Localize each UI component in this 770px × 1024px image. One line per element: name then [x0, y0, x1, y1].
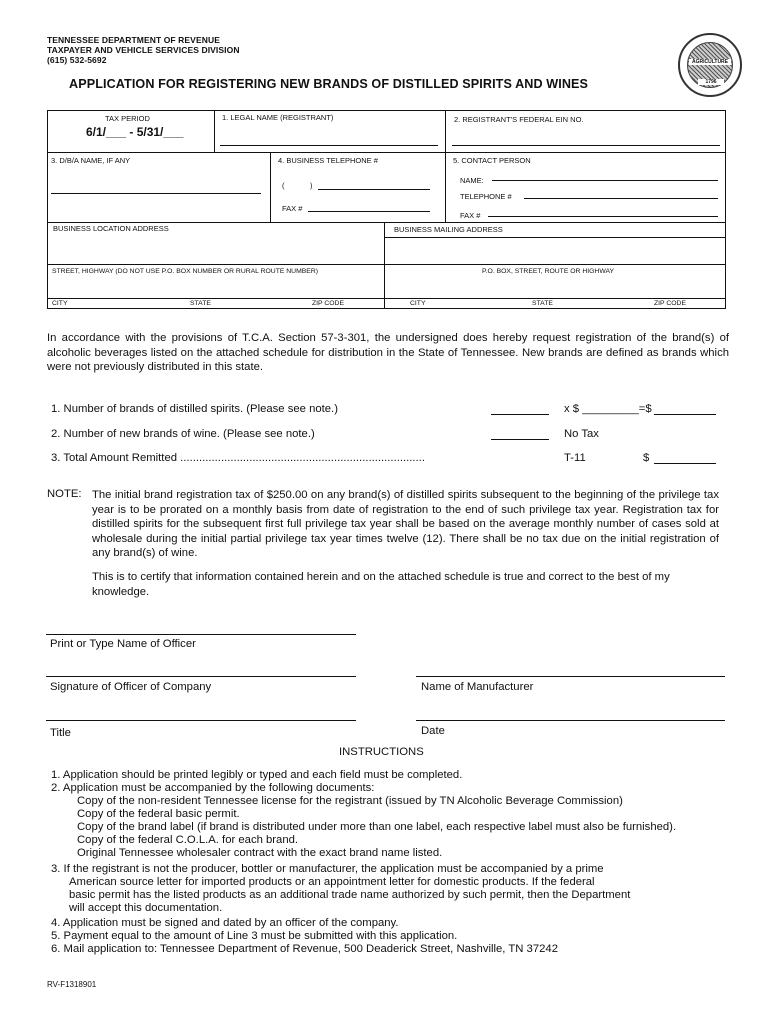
seal-label: AGRICULTURE	[689, 59, 731, 65]
ein-label: 2. REGISTRANT'S FEDERAL EIN NO.	[454, 115, 584, 124]
phone-paren-open: (	[282, 181, 285, 190]
instruction-line: 3. If the registrant is not the producer, bottler or manufacturer, the application must be accompanied by a prime	[51, 863, 604, 875]
line-1-calc: x $ _________=$	[564, 403, 652, 415]
title-label: Title	[50, 727, 71, 739]
fax-label: FAX #	[282, 204, 303, 213]
signature-label: Signature of Officer of Company	[50, 681, 212, 693]
contact-name-label: NAME:	[460, 176, 484, 185]
location-address-label: BUSINESS LOCATION ADDRESS	[53, 224, 169, 233]
line-1-count-field[interactable]	[491, 414, 549, 415]
legal-name-label: 1. LEGAL NAME (REGISTRANT)	[222, 113, 334, 122]
phone-paren-close: )	[310, 181, 313, 190]
contact-phone-label: TELEPHONE #	[460, 192, 512, 201]
signature-field[interactable]	[46, 676, 356, 677]
contact-fax-field[interactable]	[488, 216, 718, 217]
instruction-line: basic permit has the listed products as an additional trade name authorized by such permit, then the Department	[69, 889, 631, 901]
phone-field[interactable]	[318, 189, 430, 190]
agency-name: TENNESSEE DEPARTMENT OF REVENUE	[47, 35, 220, 45]
instructions-heading: INSTRUCTIONS	[339, 746, 424, 758]
location-state-label: STATE	[190, 300, 211, 307]
legal-name-field[interactable]	[220, 145, 438, 146]
instruction-line: 1. Application should be printed legibly or typed and each field must be completed.	[51, 769, 463, 781]
dba-label: 3. D/B/A NAME, IF ANY	[51, 156, 131, 165]
mailing-state-label: STATE	[532, 300, 553, 307]
form-title: APPLICATION FOR REGISTERING NEW BRANDS OF DISTILLED SPIRITS AND WINES	[69, 77, 589, 91]
date-label: Date	[421, 725, 445, 737]
instruction-line: Copy of the non-resident Tennessee license for the registrant (issued by TN Alcoholic Beverage Commission)	[77, 795, 623, 807]
instruction-line: 4. Application must be signed and dated by an officer of the company.	[51, 917, 399, 929]
line-3-code: T-11	[564, 452, 586, 464]
line-2-label: 2. Number of new brands of wine. (Please see note.)	[51, 428, 315, 440]
phone-label: 4. BUSINESS TELEPHONE #	[278, 156, 378, 165]
print-name-label: Print or Type Name of Officer	[50, 638, 196, 650]
instruction-line: Original Tennessee wholesaler contract with the exact brand name listed.	[77, 847, 443, 859]
instruction-line: Copy of the brand label (if brand is distributed under more than one label, each respective label must also be furnished).	[77, 821, 677, 833]
form-number: RV-F1318901	[47, 980, 97, 989]
line-3-amount-field[interactable]	[654, 463, 716, 464]
instruction-line: Copy of the federal basic permit.	[77, 808, 240, 820]
fax-field[interactable]	[308, 211, 430, 212]
note-label: NOTE:	[47, 488, 82, 500]
street-label: STREET, HIGHWAY (DO NOT USE P.O. BOX NUMBER OR RURAL ROUTE NUMBER)	[52, 268, 318, 275]
mailing-zip-label: ZIP CODE	[654, 300, 686, 307]
note-text: The initial brand registration tax of $250.00 on any brand(s) of distilled spirits subsequent to the beginning of the privilege tax year is to be prorated on a monthly basis from date of registration to the end of such privilege tax year. Registration tax for distilled spirits for the subsequent first full privilege tax year shall be based on the average monthly number of cases sold at wholesale during the initial partial privilege tax year times twelve (12). There shall be no tax due on the initial registration of any brand(s) of wine.	[92, 489, 719, 559]
contact-label: 5. CONTACT PERSON	[453, 156, 531, 165]
line-1-amount-field[interactable]	[654, 414, 716, 415]
print-name-field[interactable]	[46, 634, 356, 635]
manufacturer-field[interactable]	[416, 676, 725, 677]
instruction-line: Copy of the federal C.O.L.A. for each brand.	[77, 834, 299, 846]
line-3-dollar: $	[643, 452, 650, 464]
instruction-line: 6. Mail application to: Tennessee Department of Revenue, 500 Deaderick Street, Nashville, TN 37242	[51, 943, 558, 955]
manufacturer-label: Name of Manufacturer	[421, 681, 534, 693]
dba-field[interactable]	[51, 193, 261, 194]
state-seal-icon	[678, 33, 742, 97]
title-field[interactable]	[46, 720, 356, 721]
ein-field[interactable]	[452, 145, 720, 146]
tax-period-label: TAX PERIOD	[105, 114, 150, 123]
division-name: TAXPAYER AND VEHICLE SERVICES DIVISION	[47, 45, 240, 55]
contact-fax-label: FAX #	[460, 211, 481, 220]
tax-period-value[interactable]: 6/1/___ - 5/31/___	[86, 125, 184, 139]
mailing-city-label: CITY	[410, 300, 426, 307]
instruction-line: American source letter for imported products or an appointment letter for domestic products. If the federal	[69, 876, 595, 888]
agency-phone: (615) 532-5692	[47, 55, 107, 65]
line-2-count-field[interactable]	[491, 439, 549, 440]
line-2-calc: No Tax	[564, 428, 599, 440]
intro-paragraph: In accordance with the provisions of T.C.A. Section 57-3-301, the undersigned does hereby request registration of the brand(s) of alcoholic beverages listed on the attached schedule for distribution in the State of Tennessee. New brands are defined as brands which were not previously distributed in this state.	[47, 332, 729, 373]
location-zip-label: ZIP CODE	[312, 300, 344, 307]
mailing-address-label: BUSINESS MAILING ADDRESS	[394, 225, 503, 234]
certify-text: This is to certify that information contained herein and on the attached schedule is true and correct to the best of my knowledge.	[92, 571, 670, 598]
instruction-line: 5. Payment equal to the amount of Line 3 must be submitted with this application.	[51, 930, 458, 942]
contact-name-field[interactable]	[492, 180, 718, 181]
instruction-line: 2. Application must be accompanied by the following documents:	[51, 782, 375, 794]
location-city-label: CITY	[52, 300, 68, 307]
seal-year: 1796	[698, 79, 724, 85]
line-3-label: 3. Total Amount Remitted ..............................................................................	[51, 452, 425, 464]
line-1-label: 1. Number of brands of distilled spirits. (Please see note.)	[51, 403, 338, 415]
contact-phone-field[interactable]	[524, 198, 718, 199]
date-field[interactable]	[416, 720, 725, 721]
po-box-label: P.O. BOX, STREET, ROUTE OR HIGHWAY	[482, 268, 615, 275]
instruction-line: will accept this documentation.	[69, 902, 223, 914]
